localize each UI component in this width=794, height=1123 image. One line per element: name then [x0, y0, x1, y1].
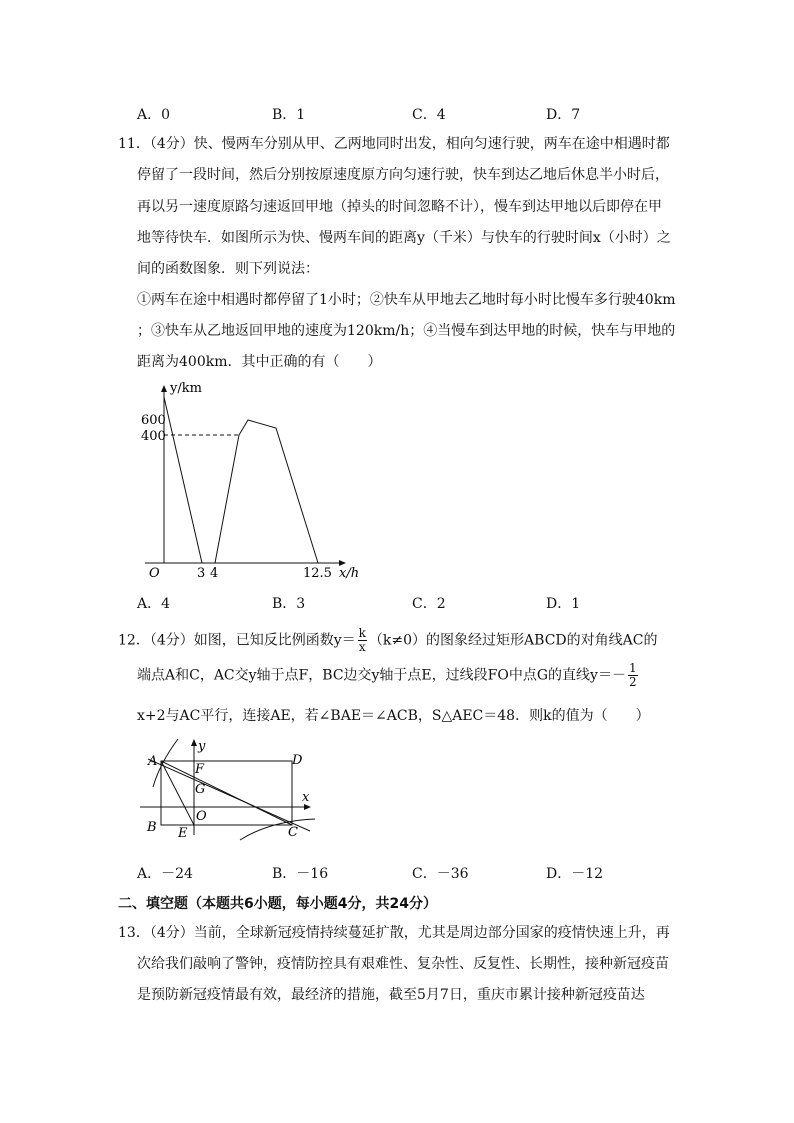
- q10-choice-b: B．1: [272, 107, 306, 123]
- x-tick-12-5: 12.5: [303, 566, 332, 581]
- label-y: y: [198, 739, 206, 754]
- label-e: E: [178, 826, 188, 841]
- hyperbola-branch-lower: [240, 819, 315, 840]
- label-b: B: [147, 820, 157, 835]
- q10-choice-d: D．7: [546, 107, 581, 123]
- q12-choice-c: C．－36: [412, 866, 469, 882]
- q11-choice-d: D．1: [546, 596, 581, 612]
- q11-line-3: 再以另一速度原路匀速返回甲地（掉头的时间忽略不计），慢车到达甲地以后即停在甲: [137, 199, 662, 215]
- q12-line-1-post: （k≠0）的图象经过矩形ABCD的对角线AC的: [368, 632, 658, 649]
- section-2-title: 二、填空题（本题共6小题，每小题4分，共24分）: [118, 896, 437, 912]
- q12-frac-2: 2: [628, 675, 637, 689]
- q11-choice-c: C．2: [412, 596, 446, 612]
- q12-frac-k: k: [358, 626, 366, 640]
- q11-line-7: ；③快车从乙地返回甲地的速度为120km/h；④当慢车到达甲地的时候，快车与甲地的: [137, 323, 676, 339]
- label-g: G: [195, 782, 206, 797]
- q11-choice-a: A．4: [137, 596, 171, 612]
- q10-choice-c: C．4: [412, 107, 446, 123]
- y-axis-label: y/km: [170, 381, 202, 396]
- q11-line-8: 距离为400km．其中正确的有（ ）: [137, 354, 382, 370]
- y-tick-600: 600: [141, 413, 166, 428]
- x-tick-4: 4: [210, 566, 219, 581]
- q12-fraction-k-over-x: [358, 627, 367, 654]
- q13-line-2: 次给我们敲响了警钟，疫情防控具有艰难性、复杂性、反复性、长期性，接种新冠疫苗: [137, 956, 669, 972]
- x-tick-3: 3: [197, 566, 206, 581]
- label-a: A: [148, 754, 158, 769]
- q11-line-1: 11．（4分）快、慢两车分别从甲、乙两地同时出发，相向匀速行驶，两车在途中相遇时都: [118, 136, 670, 152]
- q12-choice-b: B．－16: [272, 866, 329, 882]
- distance-polyline: [164, 397, 318, 563]
- q12-line-1-pre: 12．（4分）如图，已知反比例函数y＝: [118, 632, 356, 649]
- label-o: O: [196, 809, 207, 824]
- q12-fraction-1-over-2: [628, 662, 638, 689]
- q11-line-6: ①两车在途中相遇时都停留了1小时；②快车从甲地去乙地时每小时比慢车多行驶40km: [137, 292, 676, 308]
- q11-line-5: 间的函数图象．则下列说法：: [137, 261, 319, 277]
- q11-line-4: 地等待快车．如图所示为快、慢两车间的距离y（千米）与快车的行驶时间x（小时）之: [137, 230, 671, 246]
- segment-ae: [161, 761, 194, 825]
- label-c: C: [288, 825, 298, 840]
- diagonal-ac: [161, 761, 292, 825]
- q12-choice-a: A．－24: [137, 866, 193, 882]
- q12-line-1: [118, 627, 657, 654]
- q11-choice-b: B．3: [272, 596, 306, 612]
- line-through-g: [148, 759, 310, 831]
- q10-choices: [137, 104, 697, 122]
- q10-choice-a: A．0: [137, 107, 171, 123]
- q13-line-1: 13．（4分）当前，全球新冠疫情持续蔓延扩散，尤其是周边部分国家的疫情快速上升，再: [118, 925, 670, 941]
- q12-choices: [137, 863, 697, 881]
- label-f: F: [195, 762, 205, 777]
- origin-label: O: [149, 566, 160, 581]
- q11-line-2: 停留了一段时间，然后分别按原速度原方向匀速行驶，快车到达乙地后休息半小时后，: [137, 167, 669, 183]
- q12-line-2-pre: 端点A和C，AC交y轴于点F，BC边交y轴于点E，过线段FO中点G的直线y＝－: [137, 667, 626, 684]
- q12-frac-1: 1: [628, 661, 637, 675]
- label-x: x: [302, 790, 310, 805]
- q12-choice-d: D．－12: [546, 866, 604, 882]
- q12-figure: [140, 735, 330, 845]
- q13-line-3: 是预防新冠疫情最有效，最经济的措施，截至5月7日，重庆市累计接种新冠疫苗达: [137, 987, 645, 1003]
- q12-line-3: x+2与AC平行，连接AE，若∠BAE＝∠ACB，S△AEC＝48．则k的值为（ ）: [137, 708, 650, 724]
- label-d: D: [292, 753, 303, 768]
- q12-frac-x: x: [358, 640, 366, 654]
- q12-line-2: [137, 662, 640, 689]
- q11-choices: [137, 593, 697, 611]
- x-axis-label: x/h: [339, 566, 360, 581]
- y-tick-400: 400: [141, 429, 166, 444]
- q11-graph: [135, 378, 365, 583]
